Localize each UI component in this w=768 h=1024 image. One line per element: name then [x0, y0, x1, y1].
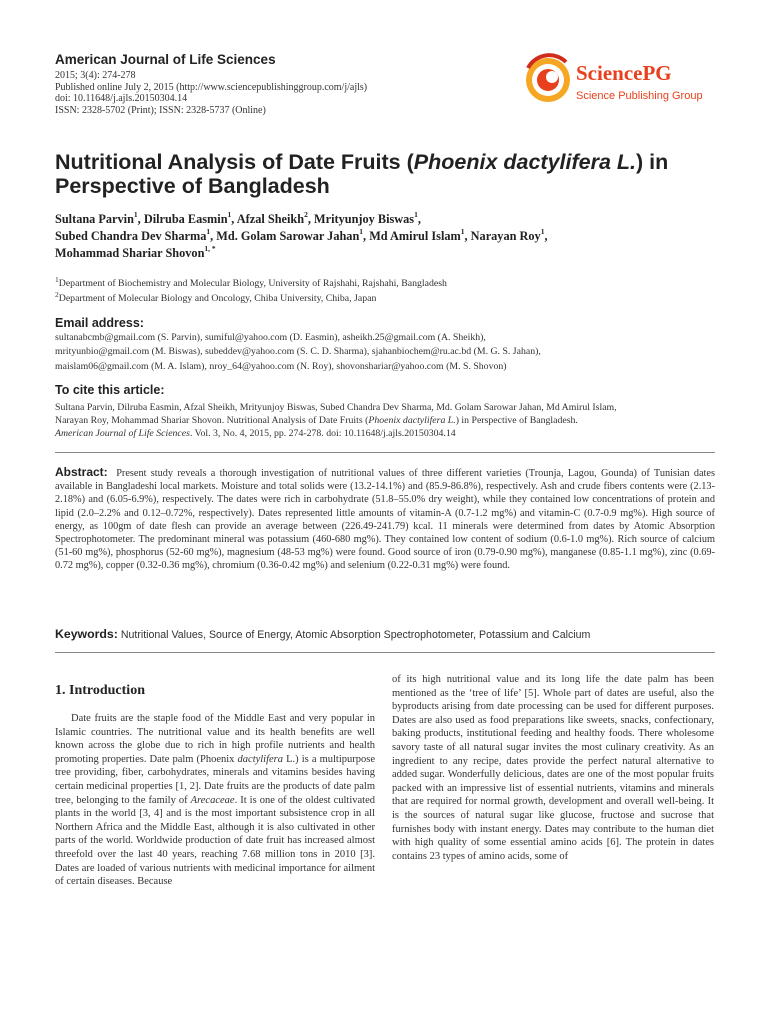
publication-meta: [55, 70, 367, 116]
title-part2: ) in Perspective of Bangladesh: [55, 150, 669, 198]
author: Mohammad Shariar Shovon$^{1, *}$: [55, 244, 216, 260]
intro-column-right: of its high nutritional value and its long life the date palm has been mentioned as the ‘tree of life’ [5]. Whole part of dates are useful, also the byproducts arising from date processing can be used for different purposes. Dates are also used as food preparations like sweets, snacks, confectionary, baking products, institutional feeding and healthy foods. There wholesome savory taste of all natural sugar invites the most culinary creativity. As an ingredient to any recipe, dates provide the perfect natural alternative to added sugar. Wonderfully delicious, dates are one of the most popular fruits packed with an impressive list of essential nutrients, vitamins and minerals that are required for normal growth, development and overall well-being. It is the sources of natural sugar like glucose, fructose and sucrose that furnishes body with instant energy. Dates may contribute to the human diet with high quality of some essential amino acids [6]. The protein in dates contains 23 types of amino acids, some of: [392, 674, 714, 862]
email-list: [55, 331, 715, 374]
author: Mrityunjoy Biswas$^1$: [314, 210, 418, 226]
cite-line: American Journal of Life Sciences. Vol. 3, No. 4, 2015, pp. 274-278. doi: 10.11648/j.ajls.20150304.14: [55, 428, 456, 440]
sciencepg-logo: [518, 46, 718, 110]
author-list: Sultana Parvin$^1$, Dilruba Easmin$^1$, Afzal Sheikh$^2$, Mrityunjoy Biswas$^1$, Subed Chandra Dev Sharma$^1$, Md. Golam Sarowar Jahan$^1$, Md Amirul Islam$^1$, Narayan Roy$^1$, Mohammad Shariar Shovon$^{1, *}$: [55, 210, 548, 260]
meta-volume: 2015; 3(4): 274-278: [55, 70, 136, 81]
keywords: [55, 627, 715, 641]
abstract: [55, 466, 715, 573]
cite-heading: To cite this article:: [55, 383, 165, 397]
paper-title: [55, 150, 715, 198]
author: Md. Golam Sarowar Jahan$^1$: [216, 227, 364, 243]
meta-published: Published online July 2, 2015 (http://www.sciencepublishinggroup.com/j/ajls): [55, 81, 368, 93]
divider: [55, 452, 715, 453]
affiliation: $^2$Department of Molecular Biology and Oncology, Chiba University, Chiba, Japan: [55, 290, 377, 304]
title-italic: Phoenix dactylifera L.: [413, 150, 637, 174]
author: Subed Chandra Dev Sharma$^1$: [55, 227, 211, 243]
divider: [55, 652, 715, 653]
introduction-heading: 1. Introduction: [55, 683, 145, 698]
logo-text: SciencePG: [576, 61, 672, 85]
cite-line: Narayan Roy, Mohammad Shariar Shovon. Nutritional Analysis of Date Fruits (Phoenix dactylifera L.) in Perspective of Bangladesh.: [55, 415, 578, 427]
meta-doi: doi: 10.11648/j.ajls.20150304.14: [55, 93, 188, 104]
email-line: mrityunbio@gmail.com (M. Biswas), subeddev@yahoo.com (S. C. D. Sharma), sjahanbiochem@ru.ac.bd (M. G. S. Jahan),: [55, 346, 541, 358]
affiliation: $^1$Department of Biochemistry and Molecular Biology, University of Rajshahi, Rajshahi, Bangladesh: [55, 275, 447, 289]
title-part1: Nutritional Analysis of Date Fruits (: [55, 150, 414, 174]
author: Sultana Parvin$^1$: [55, 210, 138, 226]
meta-issn: ISSN: 2328-5702 (Print); ISSN: 2328-5737 (Online): [55, 104, 266, 116]
affiliations: [55, 276, 447, 306]
author: Narayan Roy$^1$: [470, 227, 545, 243]
abstract-text: Present study reveals a thorough investigation of nutritional values of three different varieties (Trounja, Lagou, Gounda) of Tunisian dates available in Bangladeshi local markets. Moisture and total solids were (13.2-14.1%) and (85.9-86.8%), respectively. Ash and crude fibers contents were (2.13-2.18%) and (6.05-6.9%), respectively. The dates were rich in carbohydrate (51.8–55.0% dry weight), while they contained low concentrations of protein and lipid (2.0–2.2% and 0.12–0.72%, respectively). Dates represented little amounts of vitamin-A (0.7-1.2 mg%) and vitamin-C (0.7-0.9 mg%). High source of energy, as 100gm of date flesh can provide an average between (226.49-241.79) kcal. 11 minerals were determined from dates by Atomic Absorption Spectrophotometer. The predominant mineral was potassium (460-680 mg%). They contained low content of sodium (0.6-1.0 mg%). Rich source of calcium (51-60 mg%), phosphorus (52-60 mg%), magnesium (48-53 mg%) were found. Good source of iron (0.79-0.90 mg%), manganese (0.85-1.1 mg%), zinc (0.69-0.72 mg%), copper (0.32-0.36 mg%), chromium (0.36-0.42 mg%) and selenium (0.22-0.31 mg%) were found.: [55, 468, 715, 572]
abstract-label: Abstract:: [55, 465, 108, 479]
cite-line: Sultana Parvin, Dilruba Easmin, Afzal Sheikh, Mrityunjoy Biswas, Subed Chandra Dev Sharma, Md. Golam Sarowar Jahan, Md Amirul Islam,: [55, 402, 617, 413]
email-heading: Email address:: [55, 316, 144, 330]
intro-column-left: Date fruits are the staple food of the Middle East and very popular in Islamic countries. The nutritional value and its health benefits are well known across the globe due to rich in high profile nutrients and health promoting properties. Date palm (Phoenix dactylifera L.) is a multipurpose tree providing, fiber, carbohydrates, minerals and vitamins besides having certain medicinal properties [1, 2]. Date fruits are the products of date palm tree, belonging to the family of Arecaceae. It is one of the oldest cultivated plants in the world [3, 4] and is the most important subsistence crop in all Northern Africa and the Middle East, although it is also cultivated in other parts of the world. Worldwide production of date fruit has increased almost threefold over the last 40 years, reaching 7.68 million tons in 2010 [3]. Dates are loaded of various nutrients with medicinal importance for ailment of certain diseases. Because: [55, 713, 375, 888]
sciencepg-logo-icon: [518, 46, 718, 110]
email-line: maislam06@gmail.com (M. A. Islam), nroy_64@yahoo.com (N. Roy), shovonshariar@yahoo.com (M. S. Shovon): [55, 360, 507, 372]
author: Afzal Sheikh$^2$: [236, 210, 308, 226]
journal-title: American Journal of Life Sciences: [55, 52, 276, 67]
keywords-label: Keywords:: [55, 627, 118, 641]
author: Md Amirul Islam$^1$: [369, 227, 465, 243]
logo-subtext: Science Publishing Group: [576, 90, 703, 102]
keywords-text: Nutritional Values, Source of Energy, Atomic Absorption Spectrophotometer, Potassium and Calcium: [120, 629, 591, 641]
email-line: sultanabcmb@gmail.com (S. Parvin), sumiful@yahoo.com (D. Easmin), asheikh.25@gmail.com (A. Sheikh),: [55, 332, 486, 343]
citation: [55, 401, 715, 441]
author: Dilruba Easmin$^1$: [143, 210, 232, 226]
